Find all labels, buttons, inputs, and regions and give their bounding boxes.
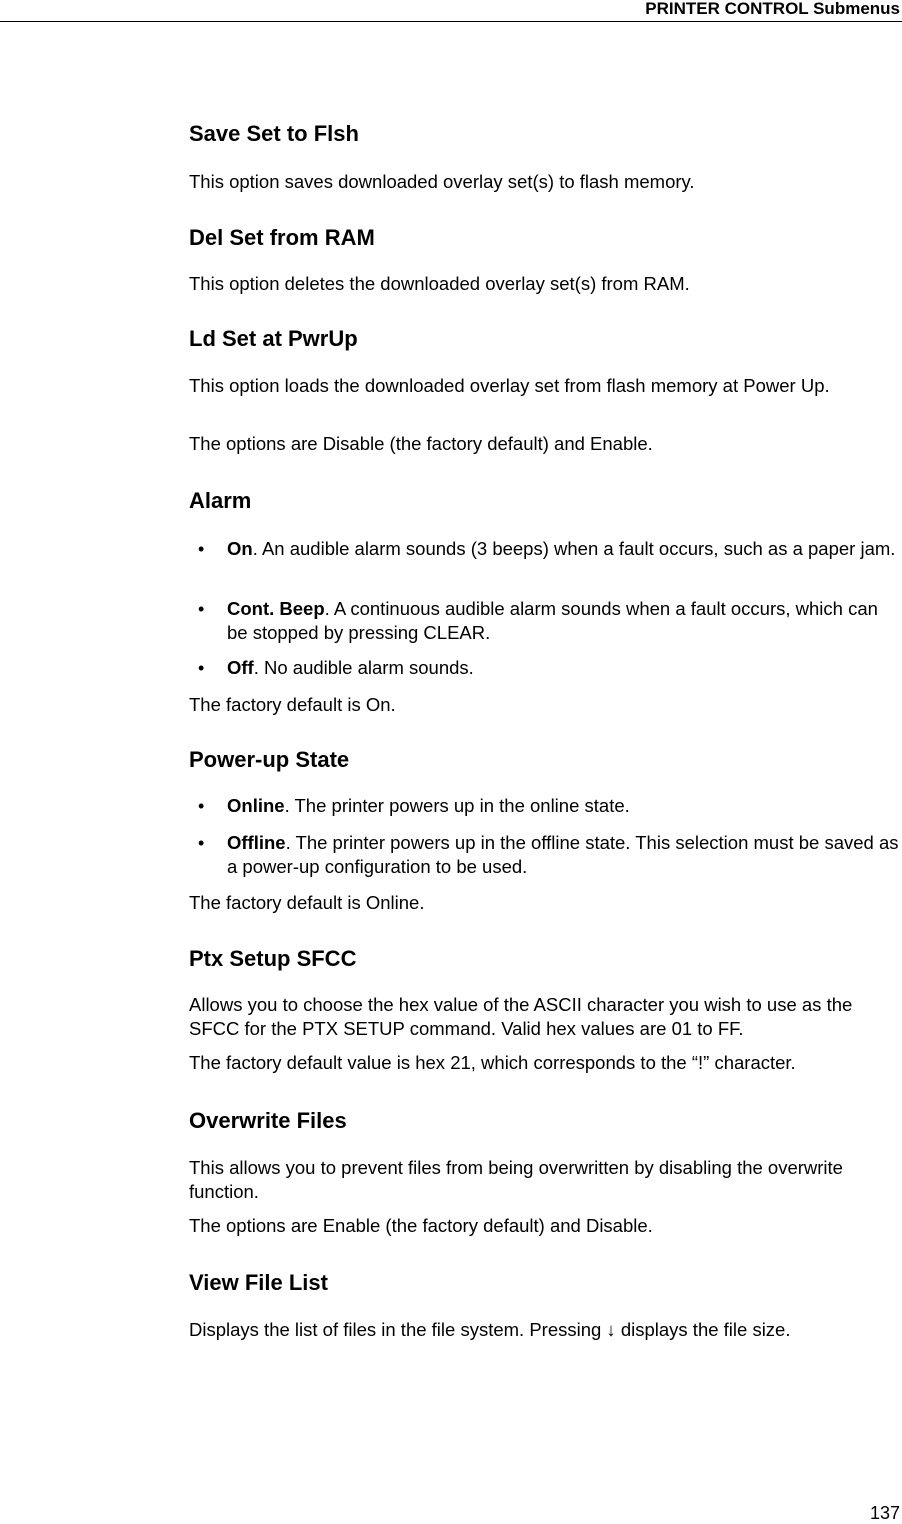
heading-power-up-state: Power-up State [189, 747, 350, 772]
list-item-text [227, 597, 901, 645]
list-item-text [227, 656, 901, 680]
bullet-marker: • [198, 658, 205, 678]
list-item-text [227, 794, 901, 818]
list-item-description: . The printer powers up in the online state. [284, 795, 630, 816]
paragraph-ptx-2: The factory default value is hex 21, which corresponds to the “!” character. [189, 1052, 796, 1073]
list-item-description: . A continuous audible alarm sounds when a fault occurs, which can be stopped by pressing CLEAR. [227, 598, 878, 643]
heading-ld-set-at-pwrup: Ld Set at PwrUp [189, 326, 358, 351]
paragraph-overwrite-2: The options are Enable (the factory default) and Disable. [189, 1215, 653, 1236]
list-item-description: . The printer powers up in the offline state. This selection must be saved as a power-up configuration to be used. [227, 832, 899, 877]
list-item-text [227, 537, 901, 561]
list-item-term: Cont. Beep [227, 598, 325, 619]
heading-del-set-from-ram: Del Set from RAM [189, 225, 375, 250]
heading-overwrite-files: Overwrite Files [189, 1108, 347, 1133]
paragraph-view-file-list: Displays the list of files in the file system. Pressing ↓ displays the file size. [189, 1319, 791, 1340]
list-item-term: Off [227, 657, 254, 678]
paragraph-ld-set-1: This option loads the downloaded overlay set from flash memory at Power Up. [189, 375, 830, 396]
paragraph-powerup-default: The factory default is Online. [189, 892, 425, 913]
paragraph-overwrite-1: This allows you to prevent files from being overwritten by disabling the overwrite function. [189, 1157, 843, 1202]
paragraph-alarm-default: The factory default is On. [189, 694, 396, 715]
paragraph-ld-set-2: The options are Disable (the factory default) and Enable. [189, 433, 653, 454]
list-item-description: . An audible alarm sounds (3 beeps) when a fault occurs, such as a paper jam. [252, 538, 896, 559]
bullet-marker: • [198, 833, 205, 853]
page-number: 137 [869, 1503, 900, 1523]
heading-alarm: Alarm [189, 488, 252, 513]
running-header-title: PRINTER CONTROL Submenus [645, 0, 900, 18]
list-item-term: Offline [227, 832, 286, 853]
list-item-term: On [227, 538, 253, 559]
heading-ptx-setup-sfcc: Ptx Setup SFCC [189, 946, 357, 971]
heading-view-file-list: View File List [189, 1270, 328, 1295]
bullet-marker: • [198, 796, 205, 816]
list-item-description: . No audible alarm sounds. [253, 657, 474, 678]
list-item-term: Online [227, 795, 285, 816]
paragraph-ptx-1: Allows you to choose the hex value of the ASCII character you wish to use as the SFCC for the PTX SETUP command. Valid hex values are 01 to FF. [189, 994, 853, 1039]
list-item-text [227, 831, 901, 879]
paragraph-del-set: This option deletes the downloaded overlay set(s) from RAM. [189, 273, 690, 294]
bullet-marker: • [198, 599, 205, 619]
running-header [0, 0, 902, 22]
bullet-marker: • [198, 539, 205, 559]
paragraph-save-set: This option saves downloaded overlay set(s) to flash memory. [189, 171, 695, 192]
heading-save-set-to-flash: Save Set to Flsh [189, 121, 359, 146]
